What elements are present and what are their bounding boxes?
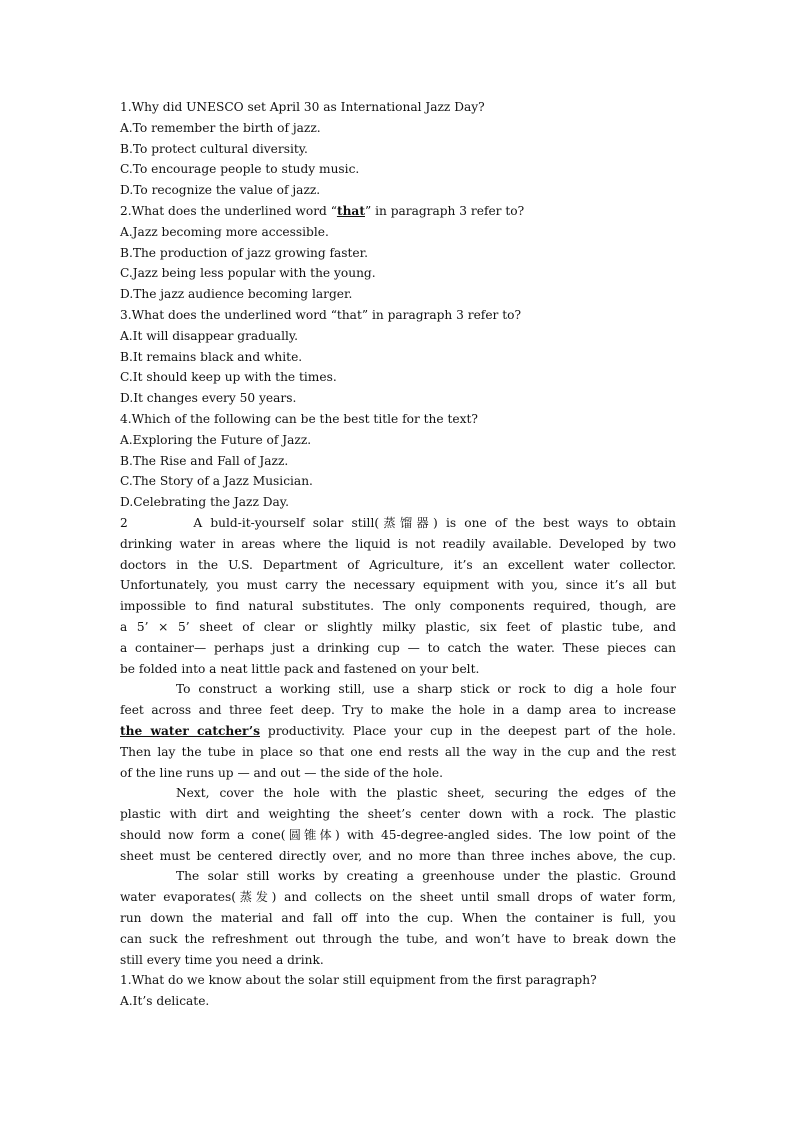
passage-2-question-1-stem: 1.What do we know about the solar still equipment from the first paragraph? [120, 973, 597, 988]
document-page [120, 97, 676, 1012]
option-c: C.It should keep up with the times. [120, 370, 337, 385]
paragraph-line: impossible to find natural substitutes. The only components required, though, are [120, 599, 676, 614]
option-a: A.To remember the birth of jazz. [120, 120, 321, 135]
paragraph-line: To construct a working still, use a sharp stick or rock to dig a hole four [176, 682, 676, 697]
paragraph-line [120, 721, 676, 742]
paragraph-line: Unfortunately, you must carry the necessary equipment with you, since it’s all but [120, 578, 676, 593]
paragraph-line: run down the material and fall off into the cup. When the container is full, you [120, 911, 676, 926]
paragraph-line: a 5’ × 5’ sheet of clear or slightly milky plastic, six feet of plastic tube, and [120, 619, 676, 634]
paragraph-line: can suck the refreshment out through the tube, and won’t have to break down the [120, 931, 676, 946]
option-b: B.The production of jazz growing faster. [120, 245, 368, 260]
paragraph-line: The solar still works by creating a greenhouse under the plastic. Ground [176, 869, 676, 884]
paragraph-line: feet across and three feet deep. Try to make the hole in a damp area to increase [120, 703, 676, 718]
option-c: C.To encourage people to study music. [120, 162, 360, 177]
option-c: C.The Story of a Jazz Musician. [120, 474, 313, 489]
paragraph-line: sheet must be centered directly over, and no more than three inches above, the cup. [120, 848, 676, 863]
line-text: productivity. Place your cup in the deepest part of the hole. [260, 723, 676, 738]
paragraph-line: drinking water in areas where the liquid is not readily available. Developed by two [120, 536, 676, 551]
question-4-stem: 4.Which of the following can be the best title for the text? [120, 411, 478, 426]
question-3-stem: 3.What does the underlined word “that” in paragraph 3 refer to? [120, 307, 522, 322]
option-d: D.Celebrating the Jazz Day. [120, 495, 289, 510]
paragraph-line: Then lay the tube in place so that one end rests all the way in the cup and the rest [120, 744, 676, 759]
passage-paragraph-1 [120, 513, 676, 679]
option-a: A.It’s delicate. [120, 994, 210, 1009]
paragraph-line: still every time you need a drink. [120, 952, 324, 967]
paragraph-line: water evaporates(蒸发) and collects on the sheet until small drops of water form, [120, 890, 676, 905]
paragraph-line: Next, cover the hole with the plastic sheet, securing the edges of the [176, 786, 676, 801]
passage-paragraph-2 [120, 679, 676, 783]
paragraph-line: of the line runs up — and out — the side of the hole. [120, 765, 443, 780]
option-b: B.The Rise and Fall of Jazz. [120, 453, 289, 468]
passage-paragraph-4 [120, 866, 676, 970]
underlined-word: that [336, 203, 365, 218]
paragraph-line: should now form a cone(圆锥体) with 45-degree-angled sides. The low point of the [120, 827, 676, 842]
option-a: A.Exploring the Future of Jazz. [120, 432, 312, 447]
paragraph-line: 2 A buld-it-yourself solar still(蒸馏器) is one of the best ways to obtain [120, 515, 676, 530]
option-a: A.It will disappear gradually. [120, 328, 299, 343]
paragraph-line: doctors in the U.S. Department of Agriculture, it’s an excellent water collector. [120, 557, 676, 572]
stem-text: 2.What does the underlined word “ [120, 203, 337, 218]
passage-paragraph-3 [120, 783, 676, 866]
option-a: A.Jazz becoming more accessible. [120, 224, 329, 239]
paragraph-line: a container— perhaps just a drinking cup — to catch the water. These pieces can [120, 640, 676, 655]
underlined-phrase: the water catcher’s [120, 723, 260, 738]
option-d: D.To recognize the value of jazz. [120, 183, 321, 198]
option-b: B.It remains black and white. [120, 349, 303, 364]
paragraph-line: be folded into a neat little pack and fastened on your belt. [120, 661, 480, 676]
question-2-stem [120, 201, 676, 222]
option-d: D.It changes every 50 years. [120, 391, 297, 406]
option-b: B.To protect cultural diversity. [120, 141, 308, 156]
stem-text: ” in paragraph 3 refer to? [364, 203, 525, 218]
paragraph-line: plastic with dirt and weighting the sheet’s center down with a rock. The plastic [120, 807, 676, 822]
option-d: D.The jazz audience becoming larger. [120, 287, 353, 302]
option-c: C.Jazz being less popular with the young. [120, 266, 376, 281]
question-1-stem: 1.Why did UNESCO set April 30 as International Jazz Day? [120, 100, 485, 114]
